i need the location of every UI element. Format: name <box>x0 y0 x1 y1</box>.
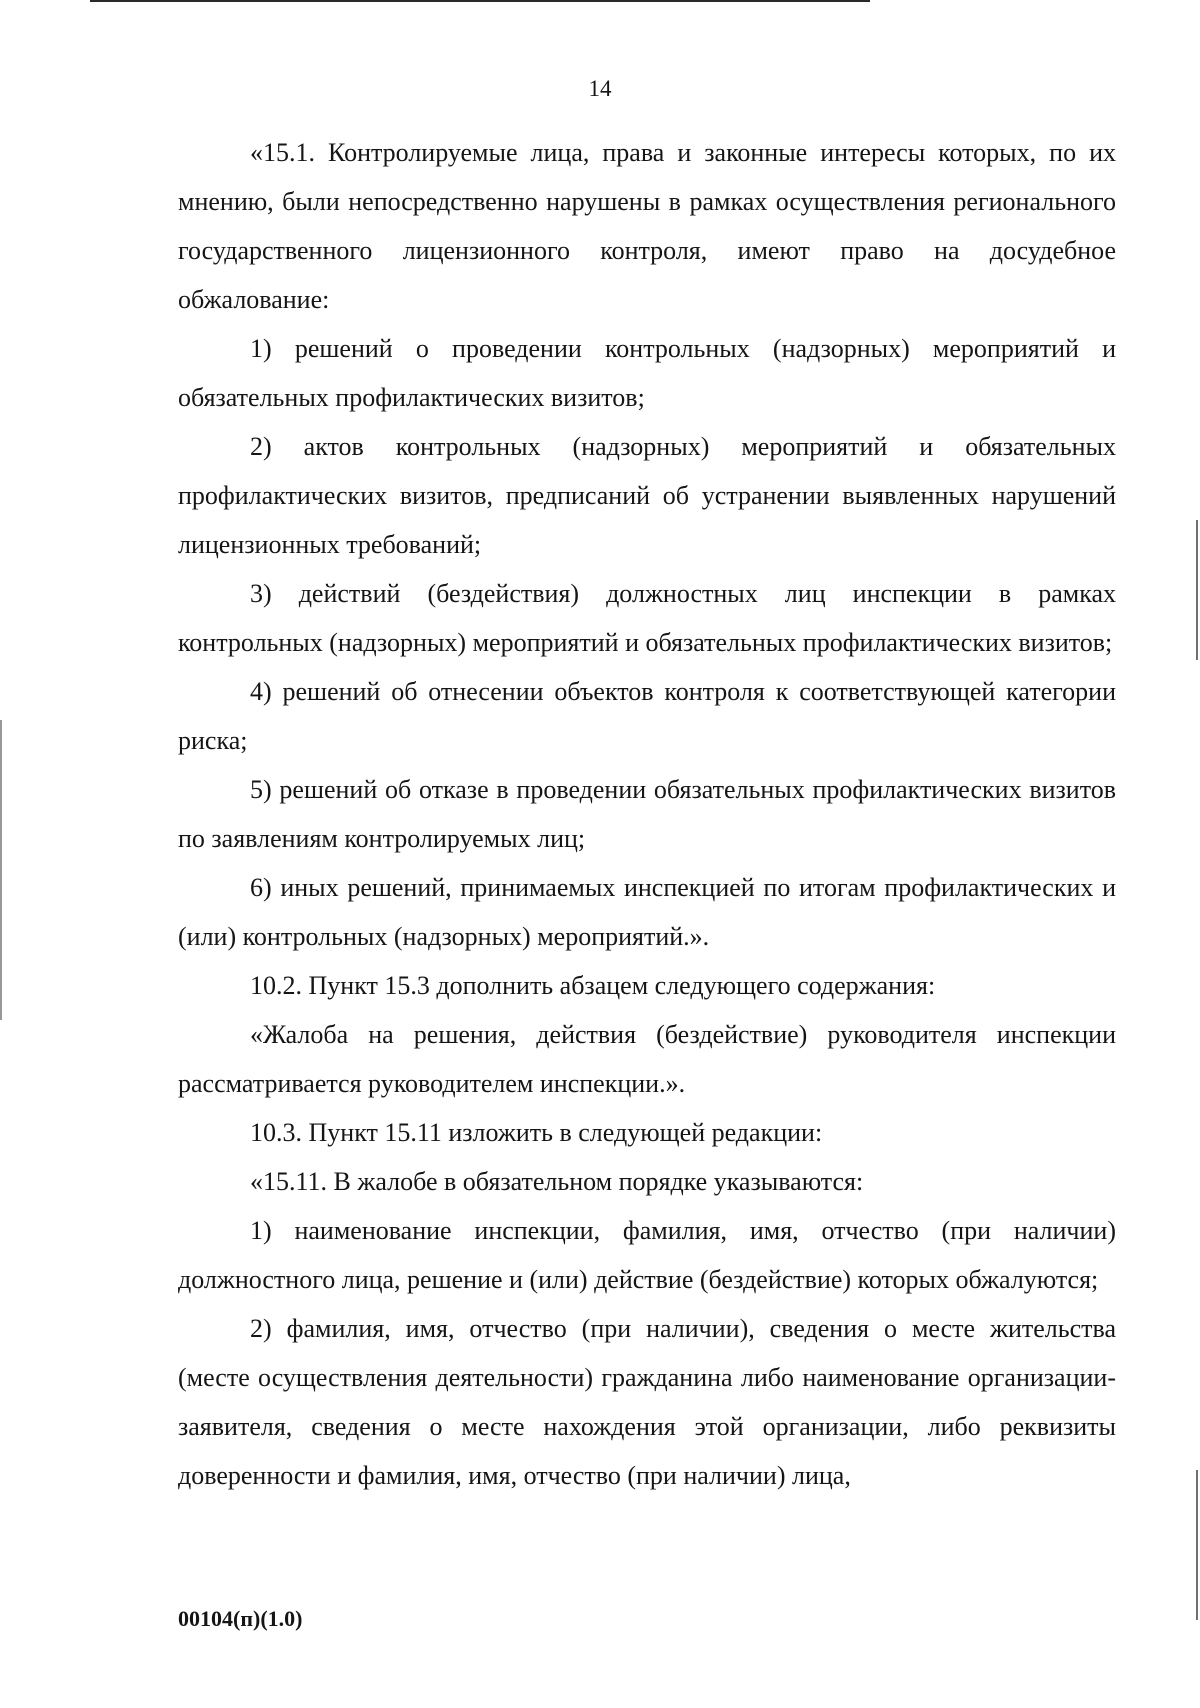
paragraph: 5) решений об отказе в проведении обязательных профилактических визитов по заявлениям контролируемых лиц; <box>178 775 1116 853</box>
paragraph: 3) действий (бездействия) должностных лиц инспекции в рамках контрольных (надзорных) мероприятий и обязательных профилактических визитов; <box>178 579 1116 657</box>
scan-edge-right <box>1196 520 1198 660</box>
document-code: 00104(п)(1.0) <box>178 1606 303 1631</box>
paragraph: 4) решений об отнесении объектов контроля к соответствующей категории риска; <box>178 677 1116 755</box>
paragraph: 1) наименование инспекции, фамилия, имя, отчество (при наличии) должностного лица, решение и (или) действие (бездействие) которых обжалуются; <box>178 1216 1116 1294</box>
paragraph: 10.3. Пункт 15.11 изложить в следующей редакции: <box>250 1118 823 1147</box>
paragraph: 2) фамилия, имя, отчество (при наличии), сведения о месте жительства (месте осуществления деятельности) гражданина либо наименование организации-заявителя, сведения о месте нахождения этой организации, либо реквизиты доверенности и фамилия, имя, отчество (при наличии) лица, <box>178 1314 1116 1490</box>
scan-edge-left <box>0 720 2 1020</box>
document-body <box>178 128 1116 1500</box>
page-number: 14 <box>588 76 612 101</box>
paragraph: «Жалоба на решения, действия (бездействие) руководителя инспекции рассматривается руководителем инспекции.». <box>178 1020 1116 1098</box>
scan-edge-top <box>90 0 870 2</box>
paragraph: 6) иных решений, принимаемых инспекцией по итогам профилактических и (или) контрольных (надзорных) мероприятий.». <box>178 873 1116 951</box>
paragraph: «15.11. В жалобе в обязательном порядке указываются: <box>250 1167 864 1196</box>
paragraph: 1) решений о проведении контрольных (надзорных) мероприятий и обязательных профилактических визитов; <box>178 334 1116 412</box>
paragraph: 2) актов контрольных (надзорных) мероприятий и обязательных профилактических визитов, предписаний об устранении выявленных нарушений лицензионных требований; <box>178 432 1116 559</box>
paragraph: 10.2. Пункт 15.3 дополнить абзацем следующего содержания: <box>250 971 936 1000</box>
scan-edge-right <box>1196 1470 1198 1620</box>
paragraph: «15.1. Контролируемые лица, права и законные интересы которых, по их мнению, были непосредственно нарушены в рамках осуществления регионального государственного лицензионного контроля, имеют право на досудебное обжалование: <box>178 138 1116 314</box>
